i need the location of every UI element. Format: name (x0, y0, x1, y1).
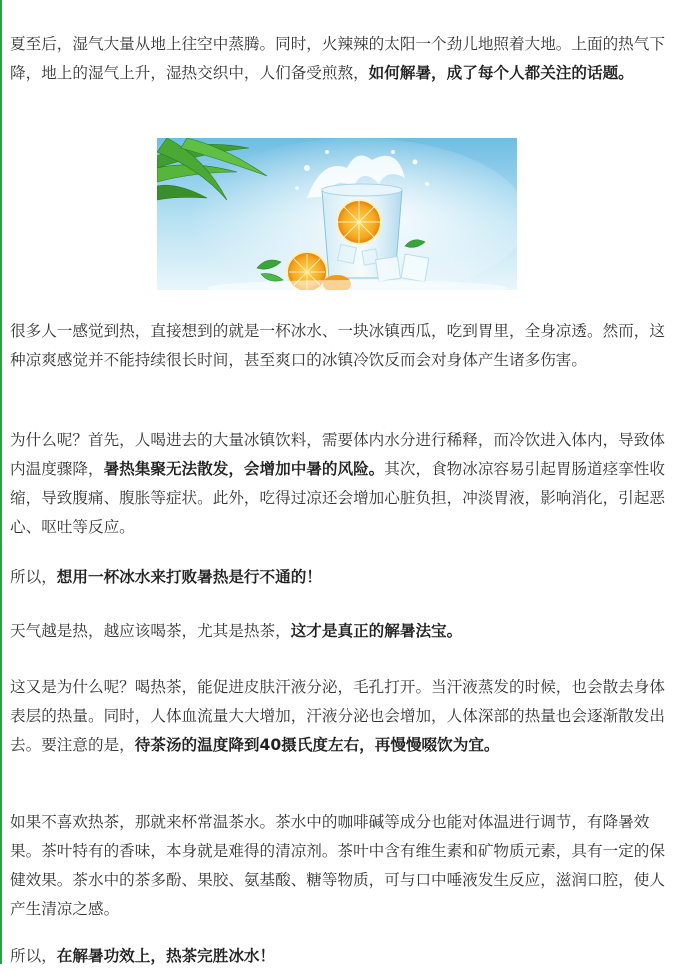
paragraph-bold-text: 暑热集聚无法散发，会增加中暑的风险。 (103, 460, 385, 478)
paragraph-text: 如果不喜欢热茶，那就来杯常温茶水。茶水中的咖啡碱等成分也能对体温进行调节，有降暑效果。茶叶特有的香味，本身就是难得的清凉剂。茶叶中含有维生素和矿物质元素，具有一定的保健效果。茶水中的茶多酚、果胶、氨基酸、糖等物质，可与口中唾液发生反应，滋润口腔，使人产生清凉之感。 (10, 813, 665, 918)
left-accent-rule (0, 0, 2, 964)
paragraph-intro (10, 30, 666, 88)
paragraph-bold-text: 如何解暑，成了每个人都关注的话题。 (368, 64, 634, 82)
paragraph-room-temp-tea (10, 808, 666, 924)
paragraph-why-not-ice (10, 426, 666, 542)
paragraph-bold-text: 在解暑功效上，热茶完胜冰水！ (56, 947, 276, 965)
lemon-water-illustration (157, 138, 517, 290)
paragraph-text: 这又是为什么呢？喝热茶，能促进皮肤汗液分泌，毛孔打开。当汗液蒸发的时候，也会散去身体表层的热量。同时，人体血流量大大增加，汗液分泌也会增加，人体深部的热量也会逐渐散发出去。要注意的是， (10, 678, 665, 754)
paragraph-text: 所以， (10, 568, 57, 586)
paragraph-bold-text: 待茶汤的温度降到40摄氏度左右，再慢慢啜饮为宜。 (134, 736, 500, 754)
paragraph-bold-text: 想用一杯冰水来打败暑热是行不通的！ (56, 568, 322, 586)
paragraph-text: 其次，食物冰凉容易引起胃肠道痉挛性收缩，导致腹痛、腹胀等症状。此外，吃得过凉还会增加心脏负担，冲淡胃液，影响消化，引起恶心、呕吐等反应。 (10, 460, 665, 536)
paragraph-final-conclusion (10, 942, 666, 971)
paragraph-hot-tea (10, 617, 666, 646)
paragraph-text: 夏至后，湿气大量从地上往空中蒸腾。同时，火辣辣的太阳一个劲儿地照着大地。上面的热气下降，地上的湿气上升，湿热交织中，人们备受煎熬， (10, 35, 665, 82)
paragraph-text: 为什么呢？首先，人喝进去的大量冰镇饮料，需要体内水分进行稀释，而冷饮进入体内，导致体内温度骤降， (10, 431, 665, 478)
paragraph-conclusion-ice (10, 563, 666, 592)
paragraph-cold-drinks (10, 317, 666, 375)
paragraph-why-hot-tea (10, 673, 666, 760)
hero-image (157, 138, 517, 290)
paragraph-bold-text: 这才是真正的解暑法宝。 (290, 622, 463, 640)
paragraph-text: 天气越是热，越应该喝茶，尤其是热茶， (10, 622, 291, 640)
paragraph-text: 所以， (10, 947, 57, 965)
paragraph-text: 很多人一感觉到热，直接想到的就是一杯冰水、一块冰镇西瓜，吃到胃里，全身凉透。然而，这种凉爽感觉并不能持续很长时间，甚至爽口的冰镇冷饮反而会对身体产生诸多伤害。 (10, 322, 665, 369)
